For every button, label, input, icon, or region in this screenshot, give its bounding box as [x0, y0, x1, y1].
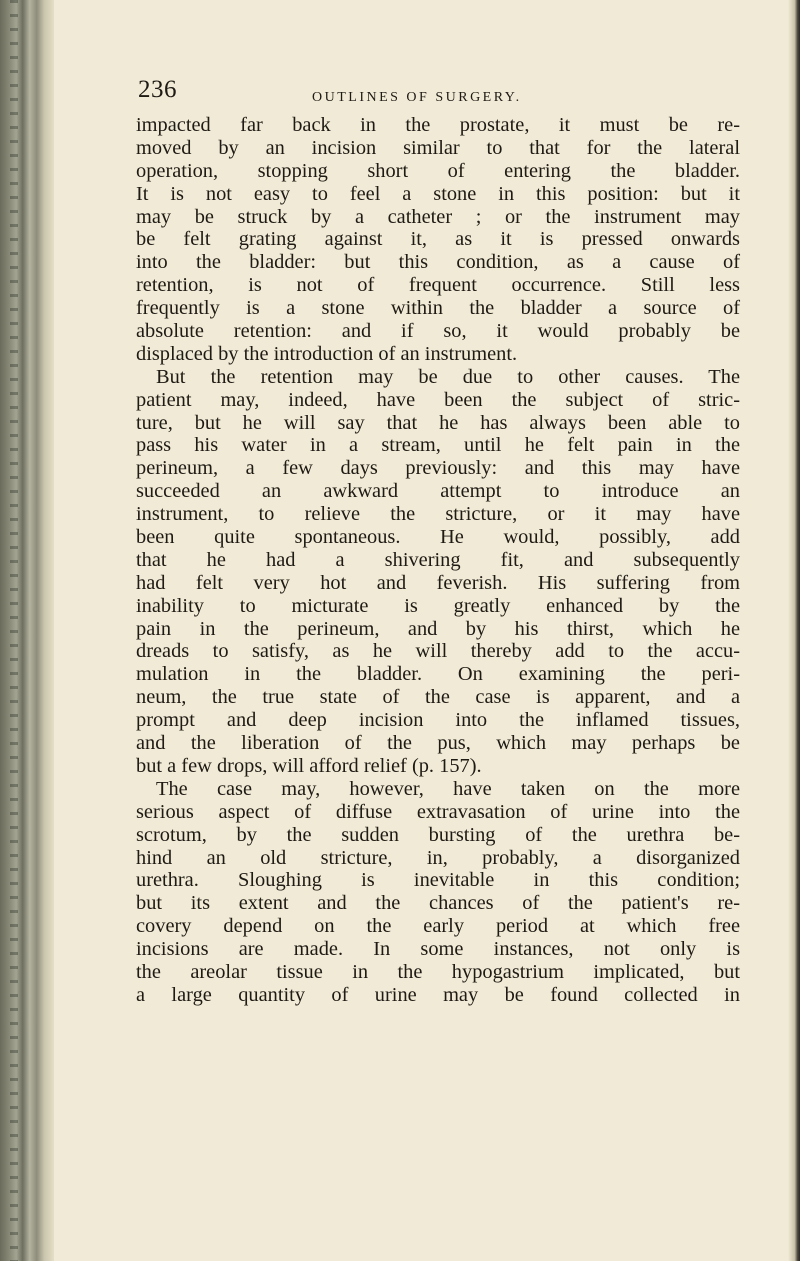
- text-line: operation, stopping short of entering the bladder.: [136, 159, 740, 182]
- text-line: It is not easy to feel a stone in this position: but it: [136, 182, 740, 205]
- text-line: mulation in the bladder. On examining the peri-: [136, 663, 740, 686]
- text-line: the areolar tissue in the hypogastrium implicated, but: [136, 960, 740, 983]
- text-line: pain in the perineum, and by his thirst, which he: [136, 617, 740, 640]
- text-line: been quite spontaneous. He would, possibly, add: [136, 526, 740, 549]
- text-line: The case may, however, have taken on the more: [156, 777, 740, 800]
- text-line: dreads to satisfy, as he will thereby add to the accu-: [136, 640, 740, 663]
- running-head: OUTLINES OF SURGERY.: [312, 90, 522, 105]
- text-line: neum, the true state of the case is apparent, and a: [136, 686, 740, 709]
- text-line: hind an old stricture, in, probably, a disorganized: [136, 846, 740, 869]
- text-line: absolute retention: and if so, it would probably be: [136, 320, 740, 343]
- text-line: scrotum, by the sudden bursting of the urethra be-: [136, 823, 740, 846]
- page-header: [138, 76, 738, 110]
- text-line: had felt very hot and feverish. His suffering from: [136, 571, 740, 594]
- text-line: displaced by the introduction of an instrument.: [136, 342, 518, 365]
- text-line: be felt grating against it, as it is pressed onwards: [136, 228, 740, 251]
- text-line: patient may, indeed, have been the subject of stric-: [136, 388, 740, 411]
- text-line: incisions are made. In some instances, not only is: [136, 938, 740, 961]
- text-line: into the bladder: but this condition, as a cause of: [136, 251, 740, 274]
- text-line: ture, but he will say that he has always been able to: [136, 411, 740, 434]
- text-line: may be struck by a catheter ; or the instrument may: [136, 205, 740, 228]
- text-line: prompt and deep incision into the inflamed tissues,: [136, 709, 740, 732]
- text-line: impacted far back in the prostate, it must be re-: [136, 114, 740, 136]
- book-binding-edge: [0, 0, 54, 1261]
- text-line: perineum, a few days previously: and this may have: [136, 457, 740, 480]
- text-line: moved by an incision similar to that for the lateral: [136, 136, 740, 159]
- text-line: succeeded an awkward attempt to introduce an: [136, 480, 740, 503]
- text-line: instrument, to relieve the stricture, or it may have: [136, 503, 740, 526]
- page-number: 236: [138, 76, 177, 103]
- page-right-edge: [788, 0, 800, 1261]
- text-line: covery depend on the early period at which free: [136, 915, 740, 938]
- text-line: and the liberation of the pus, which may perhaps be: [136, 732, 740, 755]
- text-line: retention, is not of frequent occurrence. Still less: [136, 274, 740, 297]
- text-line: pass his water in a stream, until he felt pain in the: [136, 434, 740, 457]
- text-line: a large quantity of urine may be found collected in: [136, 983, 740, 1006]
- text-line: serious aspect of diffuse extravasation of urine into the: [136, 800, 740, 823]
- body-text: [136, 114, 740, 1007]
- text-line: urethra. Sloughing is inevitable in this condition;: [136, 869, 740, 892]
- text-line: that he had a shivering fit, and subsequently: [136, 548, 740, 571]
- text-line: frequently is a stone within the bladder a source of: [136, 297, 740, 320]
- text-line: but its extent and the chances of the patient's re-: [136, 892, 740, 915]
- text-line: But the retention may be due to other causes. The: [156, 365, 740, 388]
- text-line: inability to micturate is greatly enhanced by the: [136, 594, 740, 617]
- text-line: but a few drops, will afford relief (p. 157).: [136, 754, 482, 777]
